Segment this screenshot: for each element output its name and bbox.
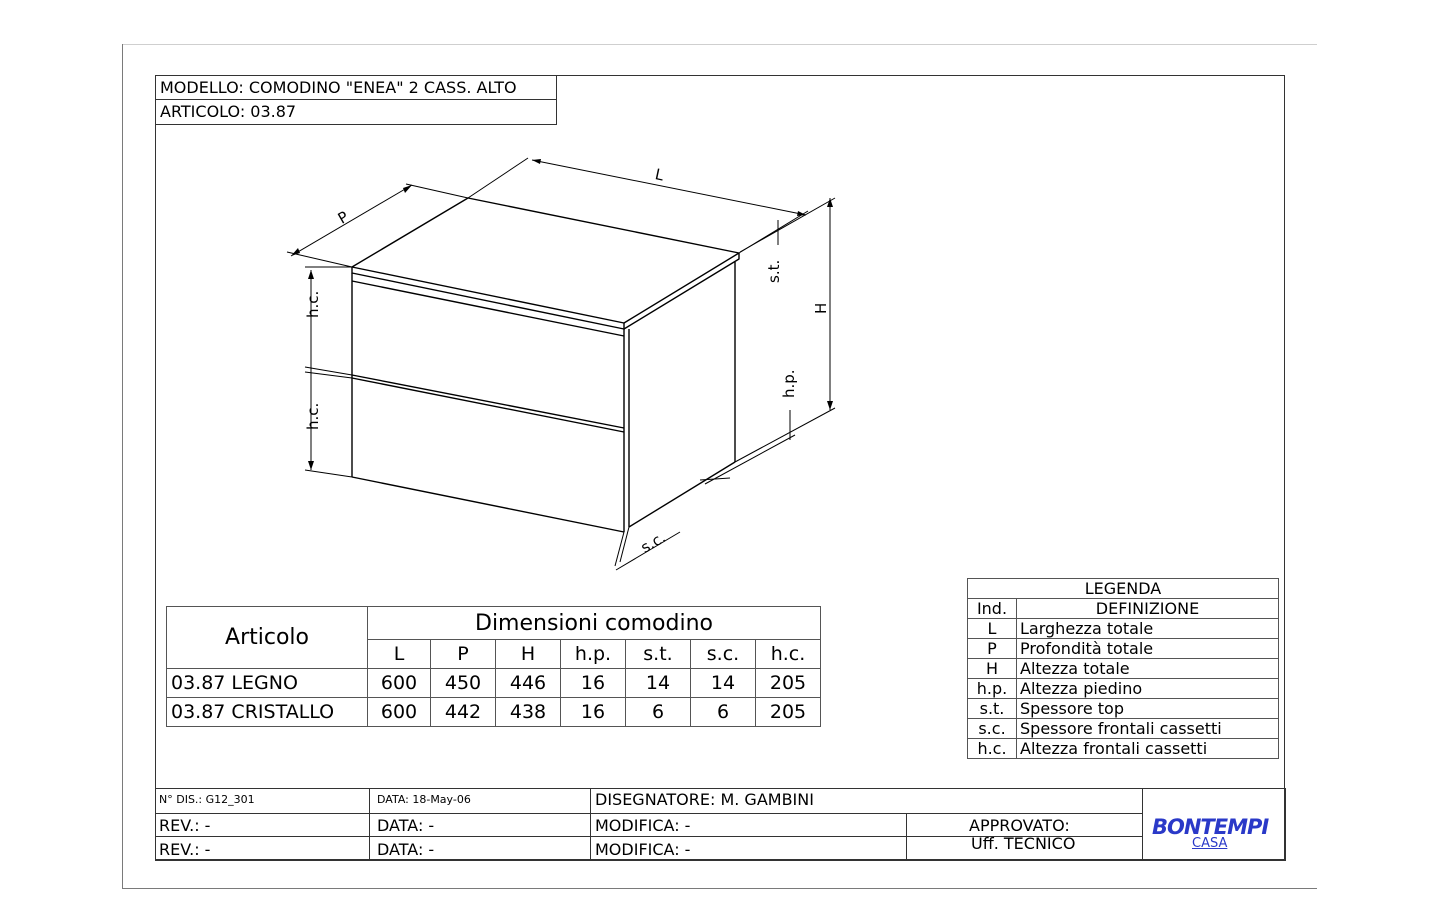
legend-def: Altezza piedino: [1017, 679, 1279, 699]
label-hp: h.p.: [780, 369, 798, 398]
drawer-split: [352, 375, 624, 428]
column-header: s.c.: [691, 640, 756, 669]
dimensions-title: Dimensioni comodino: [368, 607, 821, 640]
column-header: h.c.: [756, 640, 821, 669]
legend-def: Altezza totale: [1017, 659, 1279, 679]
model-name: MODELLO: COMODINO "ENEA" 2 CASS. ALTO: [156, 76, 556, 100]
column-header: H: [496, 640, 561, 669]
legend-row: [968, 679, 1279, 699]
table-cell: 205: [756, 669, 821, 698]
column-header: P: [431, 640, 496, 669]
legend-row: [968, 699, 1279, 719]
label-h: H: [812, 302, 830, 314]
table-cell: 438: [496, 698, 561, 727]
legend-def: Altezza frontali cassetti: [1017, 739, 1279, 759]
legend-row: [968, 739, 1279, 759]
drawing-date: DATA: 18-May-06: [377, 793, 471, 806]
label-hc-bottom: h.c.: [304, 402, 322, 430]
designer: DISEGNATORE: M. GAMBINI: [595, 790, 814, 809]
table-row: [167, 698, 821, 727]
legend-row: [968, 639, 1279, 659]
top-side-edge: [624, 253, 739, 329]
table-row: [167, 669, 821, 698]
front-bottom-edge: [352, 477, 624, 532]
legend-ind: s.c.: [968, 719, 1017, 739]
revision-2: REV.: -: [159, 840, 211, 859]
legend-ind: s.t.: [968, 699, 1017, 719]
table-cell: 442: [431, 698, 496, 727]
table-cell: 16: [561, 669, 626, 698]
legend-row: [968, 659, 1279, 679]
column-header: L: [368, 640, 431, 669]
column-header: s.t.: [626, 640, 691, 669]
legend-def: Profondità totale: [1017, 639, 1279, 659]
legend-ind: h.p.: [968, 679, 1017, 699]
article-name: 03.87 CRISTALLO: [167, 698, 368, 727]
table-cell: 600: [368, 698, 431, 727]
dimensions-table: [166, 606, 821, 727]
legend-def: Larghezza totale: [1017, 619, 1279, 639]
label-p: P: [334, 207, 352, 228]
approved-label: APPROVATO:: [969, 816, 1070, 835]
revision-2-date: DATA: -: [377, 840, 435, 859]
revision-2-change: MODIFICA: -: [595, 840, 691, 859]
title-block: [155, 788, 1286, 861]
table-cell: 6: [626, 698, 691, 727]
legend-ind: h.c.: [968, 739, 1017, 759]
revision-1: REV.: -: [159, 816, 211, 835]
legend-ind: P: [968, 639, 1017, 659]
table-cell: 16: [561, 698, 626, 727]
technical-office: Uff. TECNICO: [971, 834, 1076, 853]
column-header: h.p.: [561, 640, 626, 669]
revision-1-date: DATA: -: [377, 816, 435, 835]
label-hc-top: h.c.: [304, 290, 322, 318]
legend-title: LEGENDA: [968, 579, 1279, 599]
table-cell: 600: [368, 669, 431, 698]
legend-def: Spessore top: [1017, 699, 1279, 719]
logo-text: BONTEMPI: [1152, 815, 1269, 839]
legend-ind: H: [968, 659, 1017, 679]
legend-row: [968, 619, 1279, 639]
bontempi-logo: [1152, 803, 1287, 857]
legend-def-header: DEFINIZIONE: [1017, 599, 1279, 619]
article-column-header: Articolo: [167, 607, 368, 669]
label-st: s.t.: [765, 259, 783, 283]
label-sc: s.c.: [637, 528, 669, 557]
revision-1-change: MODIFICA: -: [595, 816, 691, 835]
logo-subtext: CASA: [1192, 836, 1228, 851]
legend-def: Spessore frontali cassetti: [1017, 719, 1279, 739]
table-cell: 14: [626, 669, 691, 698]
top-surface: [352, 198, 739, 323]
side-bottom-edge: [629, 462, 735, 527]
legend-ind: L: [968, 619, 1017, 639]
legend-row: [968, 719, 1279, 739]
legend-ind-header: Ind.: [968, 599, 1017, 619]
table-cell: 6: [691, 698, 756, 727]
legend-table: [967, 578, 1279, 759]
article-code: ARTICOLO: 03.87: [160, 102, 297, 121]
top-front-edge: [352, 267, 624, 329]
table-cell: 205: [756, 698, 821, 727]
drawing-number: N° DIS.: G12_301: [159, 793, 255, 806]
label-l: L: [653, 165, 666, 185]
table-cell: 446: [496, 669, 561, 698]
table-cell: 14: [691, 669, 756, 698]
table-cell: 450: [431, 669, 496, 698]
article-name: 03.87 LEGNO: [167, 669, 368, 698]
